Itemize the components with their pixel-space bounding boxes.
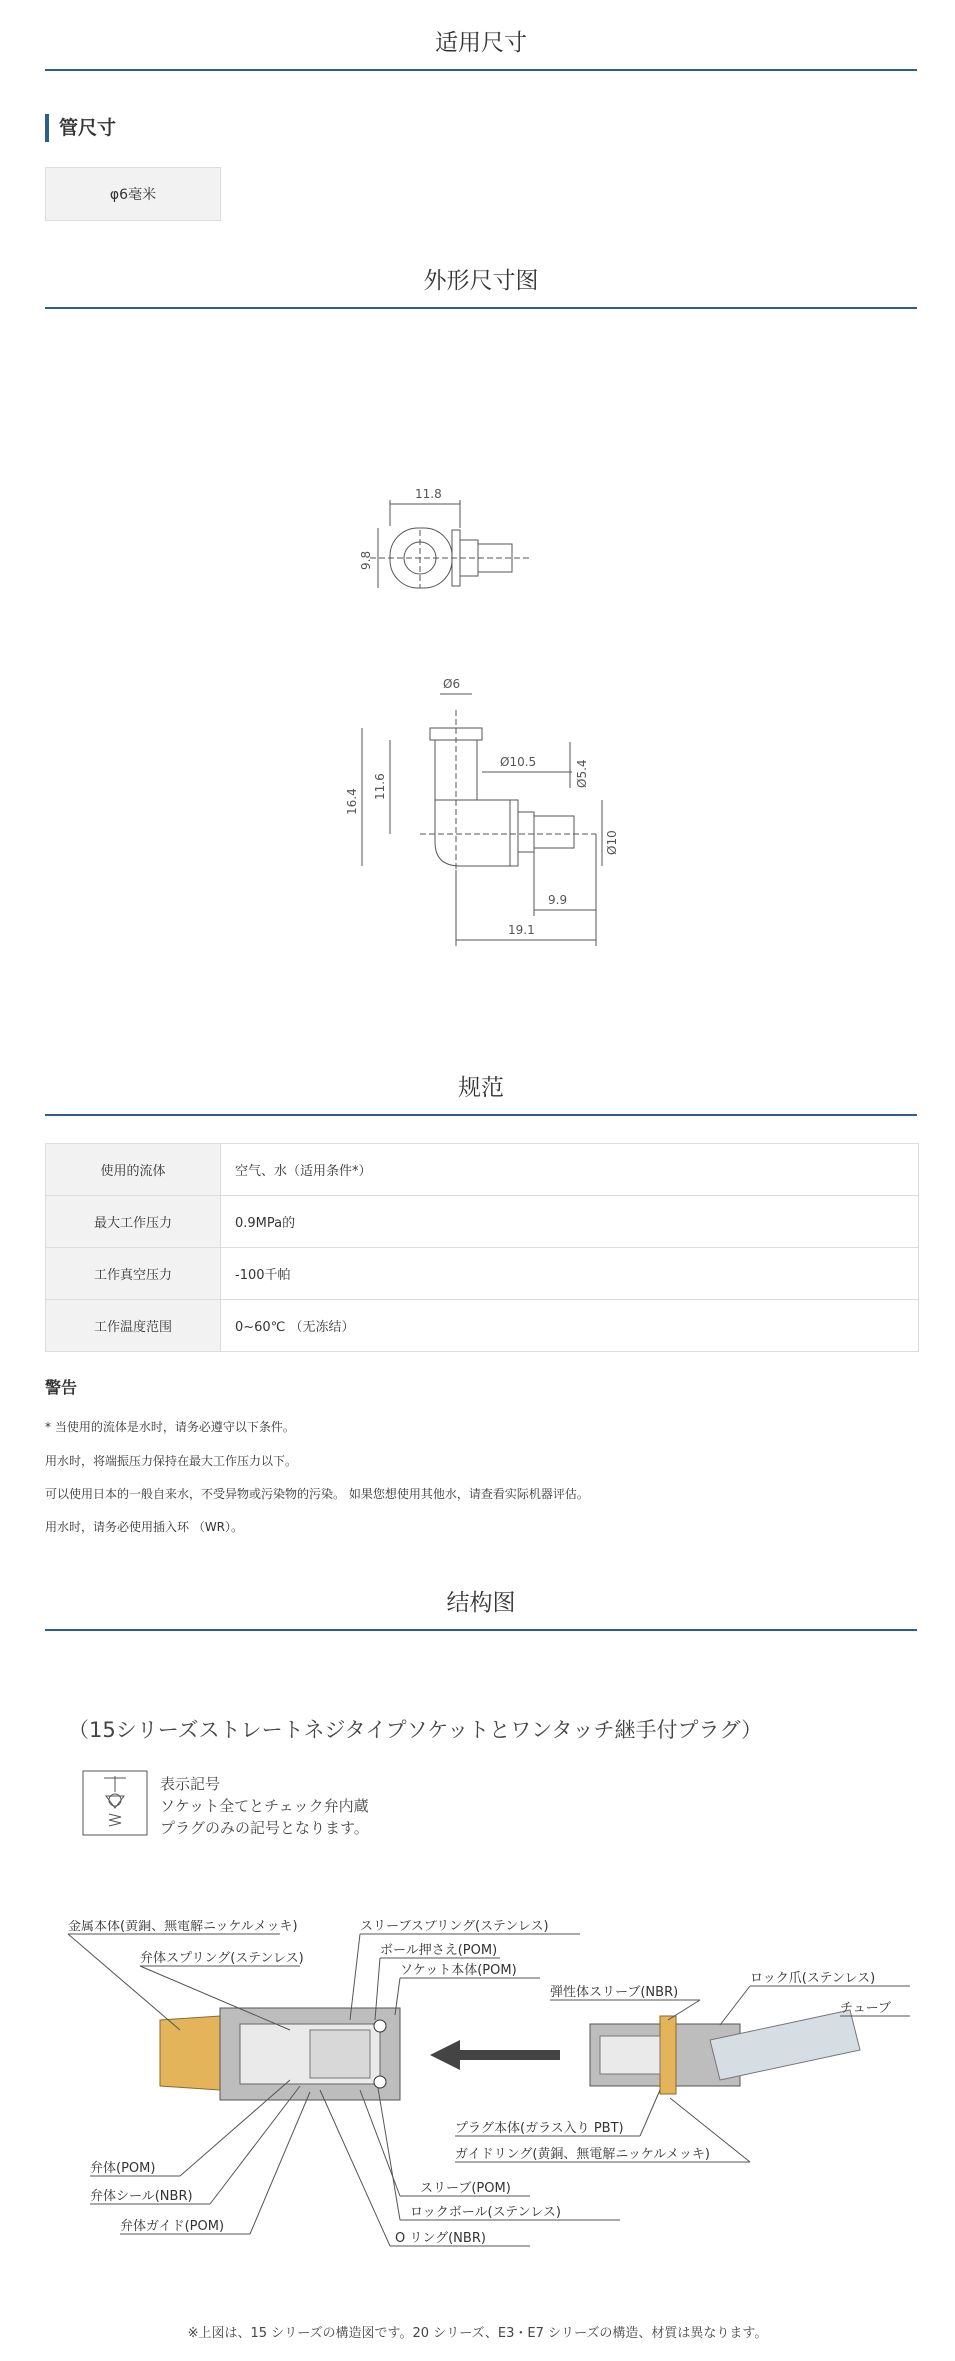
- table-row: [46, 1196, 919, 1248]
- structure-subtitle: （15シリーズストレートネジタイプソケットとワンタッチ継手付プラグ）: [68, 1718, 763, 1742]
- warning-line: * 当使用的流体是水时，请务必遵守以下条件。: [45, 1420, 295, 1434]
- label-valve-seal: 弁体シール(NBR): [90, 2189, 193, 2204]
- label-sleeve-spring: スリーブスプリング(ステンレス): [360, 1920, 549, 1934]
- dimension-drawing: [340, 470, 620, 960]
- spec-value: 0~60℃ （无冻结）: [221, 1300, 919, 1352]
- dim-phi6: Ø6: [443, 677, 461, 691]
- spec-table: [45, 1143, 919, 1352]
- symbol-line1: ソケット全てとチェック弁内蔵: [160, 1797, 369, 1815]
- symbol-icon: [82, 1770, 148, 1836]
- section-title-structure: 结构图: [45, 1584, 917, 1631]
- spec-key: 工作真空压力: [46, 1248, 221, 1300]
- insert-arrow: [430, 2040, 460, 2070]
- spec-value: 0.9MPa的: [221, 1196, 919, 1248]
- section-title-spec: 规范: [45, 1069, 917, 1116]
- socket-brass-end: [160, 2016, 220, 2090]
- label-ball-retainer: ボール押さえ(POM): [380, 1943, 498, 1958]
- table-row: [46, 1248, 919, 1300]
- symbol-title: 表示記号: [160, 1775, 221, 1793]
- label-tube: チューブ: [840, 2001, 891, 2016]
- spec-key: 工作温度范围: [46, 1300, 221, 1352]
- dim-9-8: 9.8: [359, 550, 373, 570]
- section-title-applicable-size: 适用尺寸: [45, 24, 917, 71]
- tube-size-heading: 管尺寸: [45, 114, 116, 142]
- dim-11-8: 11.8: [415, 487, 442, 501]
- warning-line: 可以使用日本的一般自来水，不受异物或污染物的污染。 如果您想使用其他水，请查看实际机器评估。: [45, 1487, 589, 1501]
- table-row: [46, 1300, 919, 1352]
- label-valve-spring: 弁体スプリング(ステンレス): [140, 1951, 304, 1966]
- dim-phi10: Ø10: [605, 830, 619, 855]
- label-valve-guide: 弁体ガイド(POM): [120, 2219, 225, 2234]
- table-row: [46, 1144, 919, 1196]
- warning-title: 警告: [45, 1378, 78, 1397]
- spec-key: 最大工作压力: [46, 1196, 221, 1248]
- structure-footnote: ※上図は、15 シリーズの構造図です。20 シリーズ、E3・E7 シリーズの構造、材質は異なります。: [187, 2326, 768, 2341]
- symbol-line2: プラグのみの記号となります。: [160, 1819, 369, 1837]
- structure-diagram: [60, 1920, 920, 2260]
- spec-value: -100千帕: [221, 1248, 919, 1300]
- dim-16-4: 16.4: [345, 788, 359, 815]
- tube: [710, 2010, 860, 2080]
- label-sleeve: スリーブ(POM): [420, 2181, 511, 2196]
- label-guide-ring: ガイドリング(黄銅、無電解ニッケルメッキ): [455, 2147, 710, 2162]
- spec-key: 使用的流体: [46, 1144, 221, 1196]
- label-o-ring: O リング(NBR): [395, 2231, 486, 2246]
- dim-phi5-4: Ø5.4: [575, 759, 589, 788]
- warning-line: 用水时，将端振压力保持在最大工作压力以下。: [45, 1454, 298, 1468]
- label-elastic-sleeve: 弾性体スリーブ(NBR): [550, 1985, 679, 2000]
- label-socket-body: ソケット本体(POM): [400, 1963, 517, 1978]
- section-title-dimensions: 外形尺寸图: [45, 262, 917, 309]
- dim-9-9: 9.9: [548, 893, 568, 907]
- dim-phi10-5: Ø10.5: [500, 755, 537, 769]
- warning-line: 用水时，请务必使用插入环 （WR）。: [45, 1520, 244, 1534]
- tube-size-option[interactable]: φ6毫米: [45, 167, 221, 221]
- spec-value: 空气、水（适用条件*）: [221, 1144, 919, 1196]
- label-plug-body: プラグ本体(ガラス入り PBT): [455, 2121, 624, 2136]
- label-lock-ball: ロックボール(ステンレス): [410, 2205, 561, 2220]
- dim-11-6: 11.6: [373, 773, 387, 800]
- label-valve: 弁体(POM): [90, 2161, 156, 2176]
- label-metal-body: 金属本体(黄銅、無電解ニッケルメッキ): [68, 1920, 298, 1934]
- dim-19-1: 19.1: [508, 923, 535, 937]
- label-lock-claw: ロック爪(ステンレス): [750, 1971, 876, 1986]
